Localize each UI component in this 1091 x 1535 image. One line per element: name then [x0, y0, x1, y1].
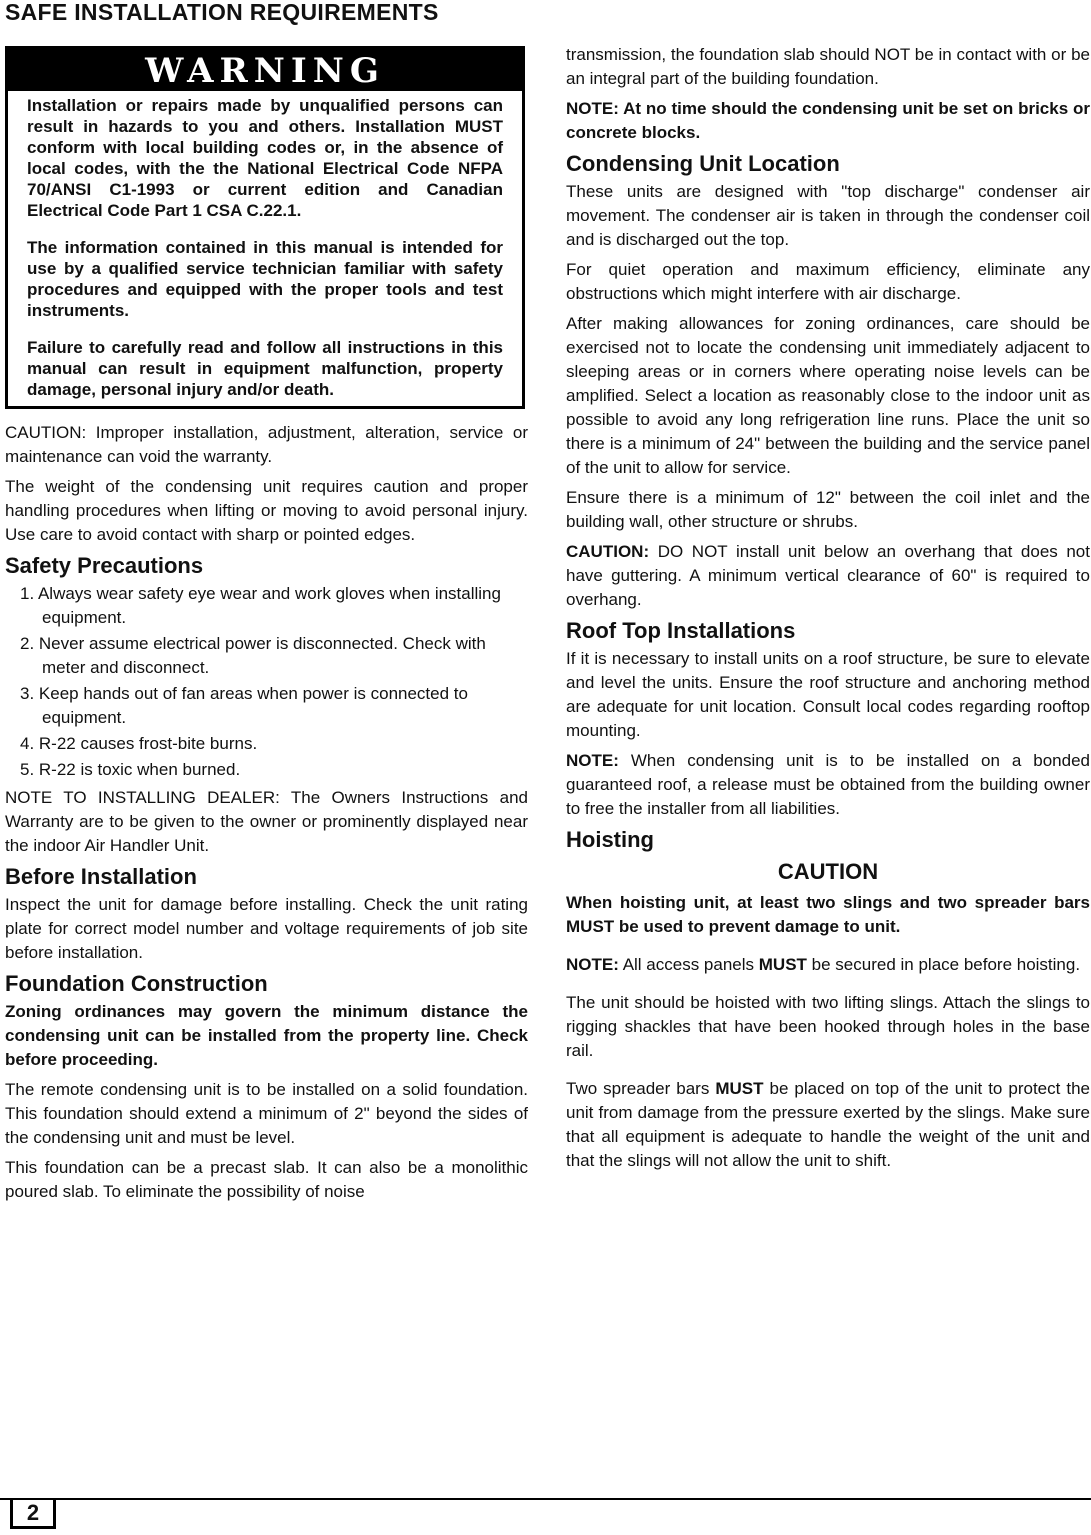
warning-box — [5, 46, 525, 409]
page-number: 2 — [10, 1500, 56, 1529]
overhang-caution — [566, 540, 1090, 612]
hoisting-heading: Hoisting — [566, 827, 654, 852]
foundation-continued-text: transmission, the foundation slab should NOT be in contact with or be an integral part of the building foundation. — [566, 45, 1090, 88]
bricks-note: NOTE: At no time should the condensing unit be set on bricks or concrete blocks. — [566, 99, 1090, 142]
warning-paragraph-2: The information contained in this manual is intended for use by a qualified service technician familiar with safety procedures and equipped with the proper tools and test instruments. — [27, 238, 503, 320]
dealer-note: NOTE TO INSTALLING DEALER: The Owners Instructions and Warranty are to be given to the owner or prominently displayed near the indoor Air Handler Unit. — [5, 788, 528, 855]
caution-warranty-text: CAUTION: Improper installation, adjustment, alteration, service or maintenance can void the warranty. — [5, 423, 528, 466]
location-text-2: For quiet operation and maximum efficiency, eliminate any obstructions which might interfere with air discharge. — [566, 260, 1090, 303]
access-panels-note — [566, 953, 1090, 977]
must-emphasis: MUST — [715, 1079, 764, 1098]
warning-paragraph-1: Installation or repairs made by unqualified persons can result in hazards to you and others. Installation MUST conform with local building codes or, in the absence of local codes, with the the National Electrical Code NFPA 70/ANSI C1-1993 or current edition and Canadian Electrical Code Part 1 CSA C.22.1. — [27, 96, 503, 220]
access-panels-text-2: be secured in place before hoisting. — [811, 955, 1081, 974]
safety-precautions-heading: Safety Precautions — [5, 553, 204, 578]
page-title: SAFE INSTALLATION REQUIREMENTS — [5, 0, 439, 25]
caution-text: DO NOT install unit below an overhang that does not have guttering. A minimum vertical clearance of 60" is required to overhang. — [566, 542, 1090, 609]
note-label: NOTE: — [566, 955, 619, 974]
foundation-construction-heading: Foundation Construction — [5, 971, 268, 996]
list-item: 1. Always wear safety eye wear and work gloves when installing equipment. — [20, 584, 501, 627]
condensing-unit-location-heading: Condensing Unit Location — [566, 151, 840, 176]
foundation-text-2: This foundation can be a precast slab. It can also be a monolithic poured slab. To eliminate the possibility of noise — [5, 1158, 528, 1201]
caution-label: CAUTION: — [566, 542, 650, 561]
footer-rule — [0, 1498, 1091, 1500]
access-panels-text: All access panels — [622, 955, 755, 974]
roof-note-text: When condensing unit is to be installed on a bonded guaranteed roof, a release must be obtained from the building owner to free the installer from all liabilities. — [566, 751, 1090, 818]
right-column — [566, 43, 1090, 1179]
hoisting-caution-title: CAUTION — [777, 859, 879, 884]
weight-text: The weight of the condensing unit requires caution and proper handling procedures when lifting or moving to avoid personal injury. Use care to avoid contact with sharp or pointed edges. — [5, 477, 528, 544]
spreader-text-1: Two spreader bars — [566, 1079, 710, 1098]
roof-note — [566, 749, 1090, 821]
spreader-bars-text — [566, 1077, 1090, 1173]
list-item: 5. R-22 is toxic when burned. — [20, 760, 241, 779]
must-emphasis: MUST — [758, 955, 807, 974]
before-installation-heading: Before Installation — [5, 864, 197, 889]
before-installation-text: Inspect the unit for damage before installing. Check the unit rating plate for correct model number and voltage requirements of job site before installation. — [5, 895, 528, 962]
zoning-note: Zoning ordinances may govern the minimum distance the condensing unit can be installed from the property line. Check before proceeding. — [5, 1002, 528, 1069]
left-column — [5, 46, 528, 1210]
location-text-4: Ensure there is a minimum of 12" between the coil inlet and the building wall, other structure or shrubs. — [566, 488, 1090, 531]
spreader-text-2: be placed on top of the unit to protect the unit from damage from the pressure exerted by the slings. Make sure that all equipment is adequate to handle the weight of the unit and that the slings will not allow the unit to shift. — [566, 1079, 1090, 1170]
list-item: 4. R-22 causes frost-bite burns. — [20, 734, 258, 753]
location-text-1: These units are designed with "top discharge" condenser air movement. The condenser air is taken in through the condenser coil and is discharged out the top. — [566, 182, 1090, 249]
foundation-text-1: The remote condensing unit is to be installed on a solid foundation. This foundation should extend a minimum of 2" beyond the sides of the condensing unit and must be level. — [5, 1080, 528, 1147]
location-text-3: After making allowances for zoning ordinances, care should be exercised not to locate the condensing unit immediately adjacent to sleeping areas or in corners where operating noise levels can be amplified. Select a location as reasonably close to the indoor unit as possible to avoid any long refrigeration line runs. Place the unit so there is a minimum of 24" between the building and the service panel of the unit to allow for service. — [566, 314, 1090, 477]
roof-top-heading: Roof Top Installations — [566, 618, 796, 643]
warning-paragraph-3: Failure to carefully read and follow all instructions in this manual can result in equipment malfunction, property damage, personal injury and/or death. — [27, 338, 503, 399]
warning-banner: WARNING — [8, 49, 522, 91]
hoisting-caution-text: When hoisting unit, at least two slings and two spreader bars MUST be used to prevent damage to unit. — [566, 893, 1090, 936]
list-item: 2. Never assume electrical power is disconnected. Check with meter and disconnect. — [20, 634, 486, 677]
slings-text: The unit should be hoisted with two lifting slings. Attach the slings to rigging shackles that have been hooked through holes in the base rail. — [566, 993, 1090, 1060]
roof-text: If it is necessary to install units on a roof structure, be sure to elevate and level the units. Ensure the roof structure and anchoring method are adequate for unit location. Consult local codes regarding rooftop mounting. — [566, 649, 1090, 740]
precautions-list — [5, 582, 528, 782]
list-item: 3. Keep hands out of fan areas when power is connected to equipment. — [20, 684, 468, 727]
note-label: NOTE: — [566, 751, 619, 770]
